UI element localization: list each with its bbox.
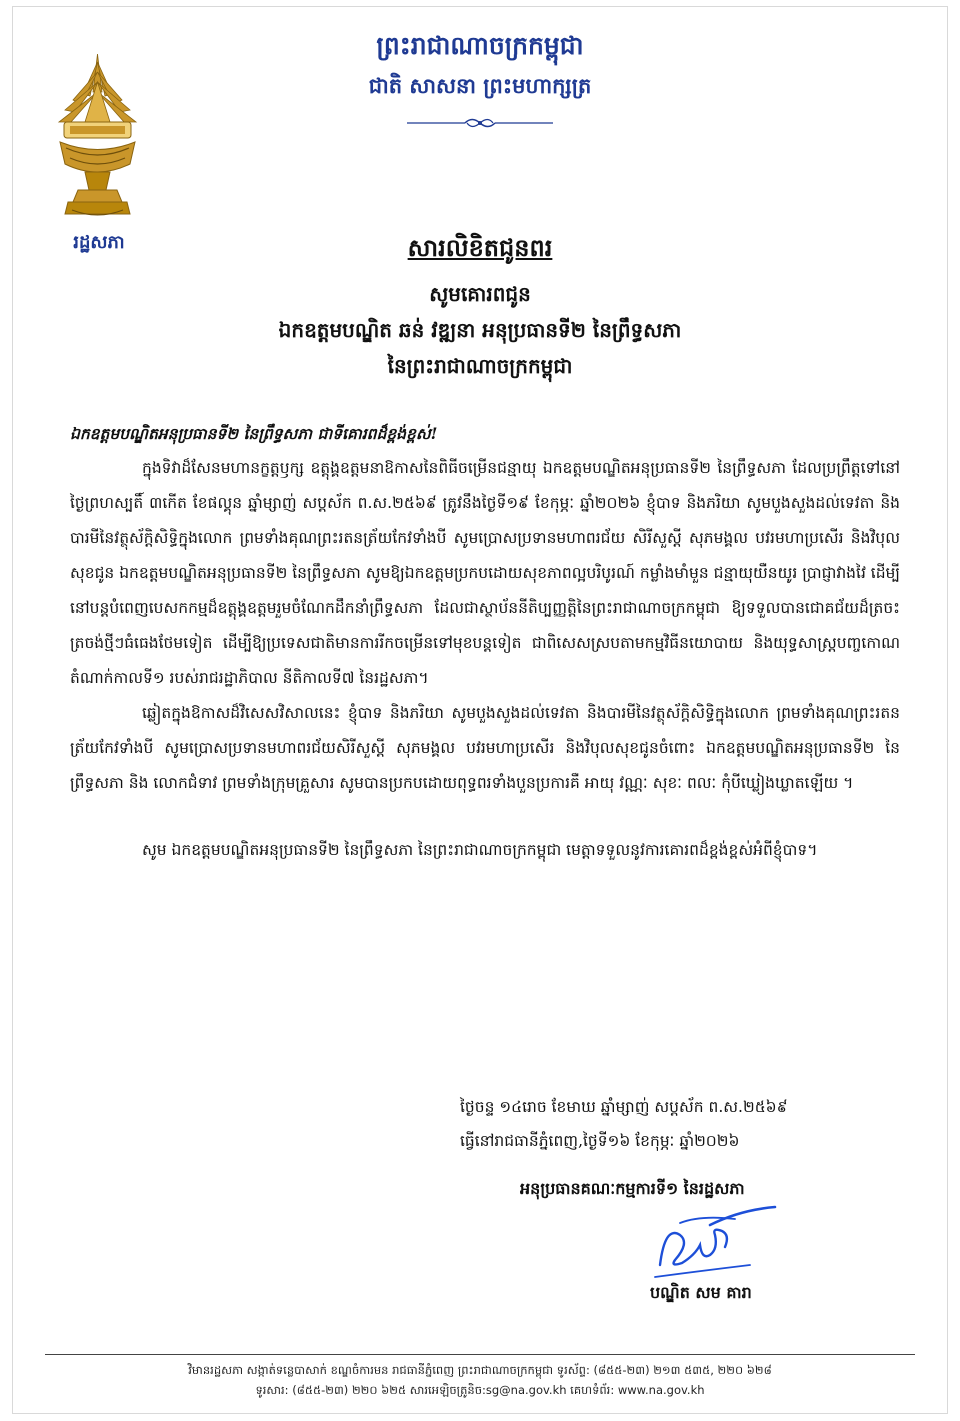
salutation: ឯកឧត្តមបណ្ឌិតអនុប្រធានទី២ នៃព្រឹទ្ធសភា ជាទីគោរពដ៏ខ្ពង់ខ្ពស់!	[70, 424, 438, 443]
document-title: សារលិខិតជូនពរ	[407, 233, 553, 262]
place-date: ធ្វើនៅរាជធានីភ្នំពេញ,ថ្ងៃទី១៦ ខែកុម្ភៈ ឆ្នាំ២០២៦	[460, 1132, 740, 1150]
footer-contact: ទូរសារ: (៨៥៥-២៣) ២២០ ៦២៥ សារអេឡិចត្រូនិច:sg@na.gov.kh គេហទំព័រ: www.na.gov.kh	[255, 1383, 705, 1397]
recipient-line: សូមគោរពជូន	[429, 282, 531, 306]
kingdom-header	[280, 26, 680, 130]
header-ornament	[405, 116, 555, 130]
signer-title: អនុប្រធានគណៈកម្មការទី១ នៃរដ្ឋសភា	[520, 1179, 745, 1198]
footer-divider	[45, 1354, 915, 1355]
recipient-line: នៃព្រះរាជាណាចក្រកម្ពុជា	[387, 354, 573, 378]
signer-name: បណ្ឌិត សម គារា	[650, 1283, 752, 1302]
handwritten-signature	[640, 1205, 780, 1285]
footer	[50, 1360, 910, 1400]
national-motto: ជាតិ សាសនា ព្រះមហាក្សត្រ	[368, 73, 592, 98]
footer-address: វិមានរដ្ឋសភា សង្កាត់ទន្លេបាសាក់ ខណ្ឌចំការមន រាជធានីភ្នំពេញ ព្រះរាជាណាចក្រកម្ពុជា ទូរស័ព្ទ: (៨៥៥-២៣) ២១៣ ៥៣៥, ២២០ ៦២៨	[188, 1363, 772, 1377]
letter-body	[70, 416, 900, 868]
recipient-block	[0, 276, 960, 384]
recipient-line: ឯកឧត្តមបណ្ឌិត ឆន់ វឌ្ឍនា អនុប្រធានទី២ នៃព្រឹទ្ធសភា	[278, 318, 682, 342]
closing-paragraph: សូម ឯកឧត្តមបណ្ឌិតអនុប្រធានទី២ នៃព្រឹទ្ធសភា នៃព្រះរាជាណាចក្រកម្ពុជា មេត្តាទទួលនូវការគោរពដ៏ខ្ពង់ខ្ពស់អំពីខ្ញុំបាទ។	[142, 841, 818, 859]
emblem-label: រដ្ឋសភា	[73, 232, 125, 253]
date-block	[460, 1090, 920, 1158]
kingdom-name: ព្រះរាជាណាចក្រកម្ពុជា	[376, 31, 584, 60]
lunar-date: ថ្ងៃចន្ទ ១៤រោច ខែមាឃ ឆ្នាំម្សាញ់ សប្តស័ក ព.ស.២៥៦៩	[460, 1098, 788, 1116]
body-paragraph: ឆ្លៀតក្នុងឱកាសដ៏វិសេសវិសាលនេះ ខ្ញុំបាទ និងភរិយា សូមបួងសួងដល់ទេវតា និងបារមីនៃវត្ថុស័ក្តិសិទ្ធិក្នុងលោក ព្រមទាំងគុណព្រះរតនត្រ័យកែវទាំងបី សូមប្រោសប្រទានមហាពរជ័យសិរីសួស្តី សុភមង្គល បវរមហាប្រសើរ និងវិបុលសុខជូនចំពោះ ឯកឧត្តមបណ្ឌិតអនុប្រធានទី២ នៃព្រឹទ្ធសភា និង លោកជំទាវ ព្រមទាំងក្រុមគ្រួសារ សូមបានប្រកបដោយពុទ្ធពរទាំងបួនប្រការគឺ អាយុ វណ្ណៈ សុខៈ ពលៈ កុំបីឃ្លៀងឃ្លាតឡើយ ។	[70, 704, 900, 792]
national-assembly-emblem	[50, 52, 145, 232]
body-paragraph: ក្នុងទិវាដ៏សែនមហានក្ខត្តឫក្ស ឧត្តុង្គឧត្តមនាឱកាសនៃពិធីចម្រើនជន្មាយុ ឯកឧត្តមបណ្ឌិតអនុប្រធានទី២ នៃព្រឹទ្ធសភា ដែលប្រព្រឹត្តទៅនៅថ្ងៃព្រហស្បតិ៍ ៣កើត ខែផល្គុន ឆ្នាំម្សាញ់ សប្តស័ក ព.ស.២៥៦៩ ត្រូវនឹងថ្ងៃទី១៩ ខែកុម្ភៈ ឆ្នាំ២០២៦ ខ្ញុំបាទ និងភរិយា សូមបួងសួងដល់ទេវតា និងបារមីនៃវត្ថុស័ក្តិសិទ្ធិក្នុងលោក ព្រមទាំងគុណព្រះរតនត្រ័យកែវទាំងបី សូមប្រោសប្រទានមហាពរជ័យ សិរីសួស្តី សុភមង្គល បវរមហាប្រសើរ និងវិបុលសុខជូន ឯកឧត្តមបណ្ឌិតអនុប្រធានទី២ នៃព្រឹទ្ធសភា សូមឱ្យឯកឧត្តមប្រកបដោយសុខភាពល្អបរិបូរណ៍ កម្លាំងមាំមួន ជន្មាយុយឺនយូរ ប្រាជ្ញាវាងវៃ ដើម្បីនៅបន្តបំពេញបេសកកម្មដ៏ឧត្តុង្គឧត្តមរួមចំណែកដឹកនាំព្រឹទ្ធសភា ដែលជាស្ថាប័ននីតិប្បញ្ញត្តិនៃព្រះរាជាណាចក្រកម្ពុជា ឱ្យទទួលបានជោគជ័យដ៏ត្រចះត្រចង់ថ្មីៗធំធេងថែមទៀត ដើម្បីឱ្យប្រទេសជាតិមានការរីកចម្រើនទៅមុខបន្តទៀត ជាពិសេសស្របតាមកម្មវិធីនយោបាយ និងយុទ្ធសាស្ត្របញ្ចកោណ តំណាក់កាលទី១ របស់រាជរដ្ឋាភិបាល នីតិកាលទី៧ នៃរដ្ឋសភា។	[70, 459, 900, 687]
